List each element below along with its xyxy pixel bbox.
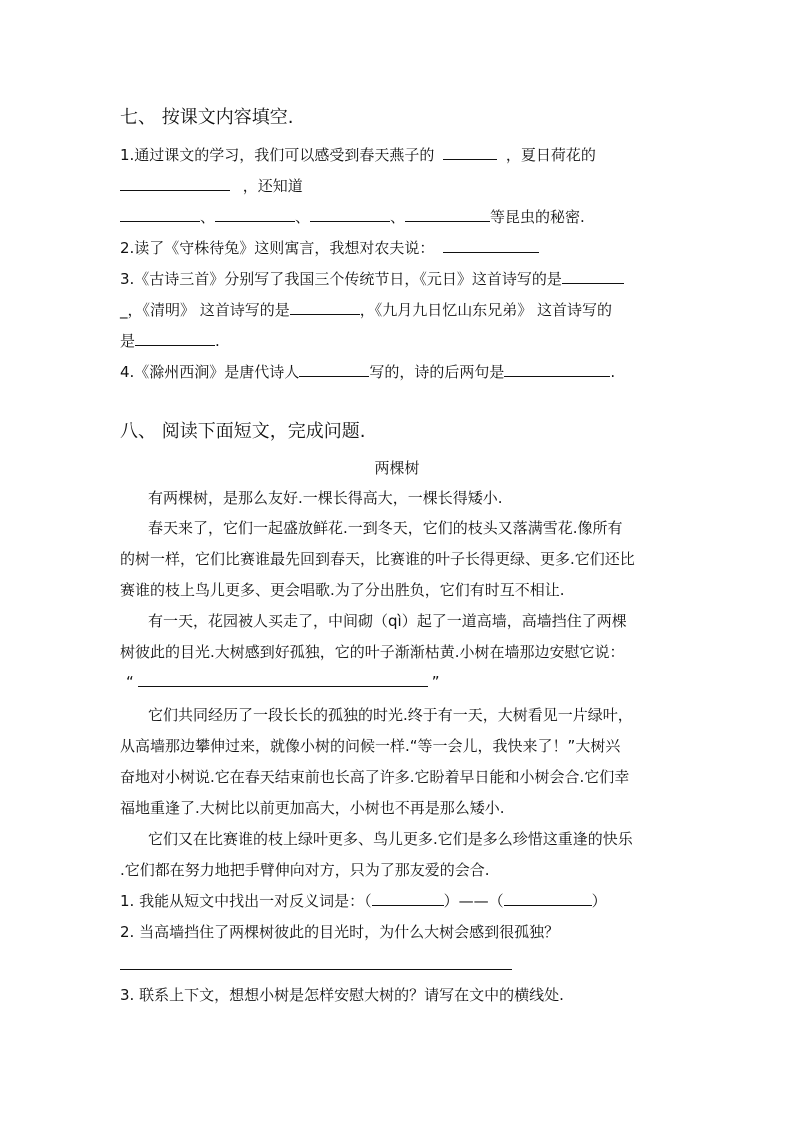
s7-q1-sep-1: 、 (200, 208, 216, 226)
s7-q1-blank-4[interactable] (215, 207, 295, 222)
s7-q1-text-3: ，还知道 (242, 177, 303, 195)
story-p2-line-3: 赛谁的枝上鸟儿更多、更会唱歌.为了分出胜负，它们有时互不相让. (120, 581, 565, 599)
s8-q2-answer-line[interactable] (120, 969, 512, 970)
open-quote: “ (126, 673, 134, 691)
s7-question-3-line-3 (120, 331, 220, 351)
story-p3-line-1: 有一天，花园被人买走了，中间砌（qì）起了一道高墙，高墙挡住了两棵 (148, 612, 627, 630)
s7-q4-blank-1[interactable] (299, 362, 369, 377)
story-p5-line-1: 它们又在比赛谁的枝上绿叶更多、鸟儿更多.它们是多么珍惜这重逢的快乐 (148, 830, 633, 848)
s8-question-2: 2. 当高墙挡住了两棵树彼此的目光时，为什么大树会感到很孤独？ (120, 923, 560, 941)
s7-q3-text-3: ，《九月九日忆山东兄弟》 这首诗写的 (359, 301, 613, 319)
s7-q3-blank-3[interactable] (135, 331, 215, 346)
s7-q1-text-2: ，夏日荷花的 (505, 146, 596, 164)
s7-q1-blank-6[interactable] (405, 207, 490, 222)
s7-q2-text: 2.读了《守株待兔》这则寓言，我想对农夫说： (120, 239, 435, 257)
s7-q3-text-2: _，《清明》 这首诗写的是 (120, 301, 290, 319)
story-p2-line-2: 的树一样，它们比赛谁最先回到春天，比赛谁的叶子长得更绿、更多.它们还比 (120, 550, 635, 568)
s7-q1-blank-5[interactable] (310, 207, 390, 222)
section-8-heading: 八、 阅读下面短文，完成问题. (120, 421, 366, 442)
story-p5-line-2: .它们都在努力地把手臂伸向对方，只为了那友爱的会合. (120, 861, 490, 879)
s7-question-3-line-2 (120, 300, 612, 320)
s7-q1-sep-2: 、 (295, 208, 311, 226)
story-title: 两棵树 (374, 459, 420, 477)
s7-q3-blank-2[interactable] (290, 300, 360, 315)
s7-question-4 (120, 362, 615, 382)
s8-question-3: 3. 联系上下文，想想小树是怎样安慰大树的？请写在文中的横线处. (120, 986, 564, 1004)
story-p4-line-2: 从高墙那边攀伸过来，就像小树的问候一样.“等一会儿，我快来了！”大树兴 (120, 737, 621, 755)
story-p3-line-2: 树彼此的目光.大树感到好孤独，它的叶子渐渐枯黄.小树在墙那边安慰它说： (120, 643, 625, 661)
story-p3-answer-line (126, 672, 440, 692)
s8-q1-text-1: 1. 我能从短文中找出一对反义词是：（ (120, 892, 372, 910)
s7-q4-text-1: 4.《滁州西涧》是唐代诗人 (120, 363, 300, 381)
antonym-blank-2[interactable] (504, 891, 592, 906)
s7-q2-blank[interactable] (443, 238, 539, 253)
s7-q1-blank-3[interactable] (120, 207, 200, 222)
s7-q1-blank-1[interactable] (443, 145, 497, 160)
s7-q3-blank-1[interactable] (562, 269, 624, 284)
story-p2-line-1: 春天来了，它们一起盛放鲜花.一到冬天，它们的枝头又落满雪花.像所有 (148, 519, 623, 537)
section-7-heading: 七、 按课文内容填空. (120, 107, 294, 128)
s7-q3-text-end: . (215, 332, 220, 350)
s7-q1-text-1: 1.通过课文的学习，我们可以感受到春天燕子的 (120, 146, 435, 164)
close-quote: ” (431, 673, 440, 691)
antonym-blank-1[interactable] (372, 891, 444, 906)
s7-q1-text-end: 等昆虫的秘密. (490, 208, 585, 226)
comfort-words-blank[interactable] (138, 672, 428, 687)
s7-q4-text-end: . (610, 363, 616, 381)
s7-q4-blank-2[interactable] (504, 362, 610, 377)
s7-q1-sep-3: 、 (390, 208, 406, 226)
s8-q1-text-3: ） (591, 892, 607, 910)
story-p4-line-1: 它们共同经历了一段长长的孤独的时光.终于有一天，大树看见一片绿叶， (148, 706, 633, 724)
s7-question-3-line-1 (120, 269, 624, 289)
story-p4-line-4: 福地重逢了.大树比以前更加高大，小树也不再是那么矮小. (120, 799, 505, 817)
s7-question-2 (120, 238, 539, 258)
story-p4-line-3: 奋地对小树说.它在春天结束前也长高了许多.它盼着早日能和小树会合.它们幸 (120, 768, 630, 786)
s7-q3-text-1: 3.《古诗三首》分别写了我国三个传统节日，《元日》这首诗写的是 (120, 270, 562, 288)
s7-question-1-line-2 (120, 176, 303, 196)
story-paragraph-1: 有两棵树，是那么友好.一棵长得高大，一棵长得矮小. (148, 489, 503, 507)
s7-q1-blank-2[interactable] (120, 176, 230, 191)
s7-q4-text-2: 写的，诗的后两句是 (369, 363, 505, 381)
s7-q3-text-4: 是 (120, 332, 136, 350)
s7-question-1-line-1 (120, 145, 596, 165)
s8-q1-text-2: ）——（ (443, 892, 504, 910)
s8-question-1 (120, 891, 607, 911)
s7-question-1-line-3 (120, 207, 585, 227)
